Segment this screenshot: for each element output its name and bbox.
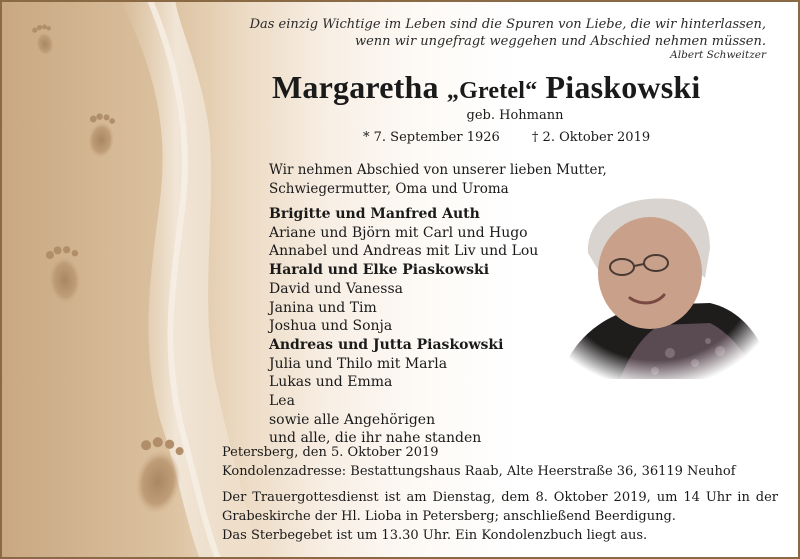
service-line-1: Der Trauergottesdienst ist am Dienstag, dem 8. Oktober 2019, um 14 Uhr in der — [222, 490, 778, 505]
quote-line-1: Das einzig Wichtige im Leben sind die Spuren von Liebe, die wir hinterlassen, — [249, 17, 766, 32]
deceased-name — [272, 68, 732, 110]
nickname: „Gretel“ — [446, 78, 538, 104]
quote-author: Albert Schweitzer — [670, 49, 766, 61]
footprint-1 — [32, 23, 56, 57]
farewell-text — [269, 161, 607, 199]
mourner-line: Brigitte und Manfred Auth — [269, 206, 480, 222]
birth-name: geb. Hohmann — [466, 108, 564, 123]
mourner-line: Janina und Tim — [269, 299, 377, 316]
service-line-3: Das Sterbegebet ist um 13.30 Uhr. Ein Kondolenzbuch liegt aus. — [222, 528, 648, 543]
footprint-3 — [45, 245, 82, 305]
death-date: † 2. Oktober 2019 — [531, 130, 651, 145]
service-line-2: Grabeskirche der Hl. Lioba in Petersberg; anschließend Beerdigung. — [222, 509, 676, 524]
mourner-line: Harald und Elke Piaskowski — [269, 262, 490, 279]
mourner-line: Ariane und Björn mit Carl und Hugo — [269, 224, 528, 241]
birth-date: * 7. September 1926 — [363, 130, 500, 145]
life-dates — [363, 130, 650, 145]
mourners-list — [269, 205, 538, 448]
service-info — [222, 488, 778, 545]
quote — [206, 16, 766, 50]
mourner-line: Lukas und Emma — [269, 374, 393, 391]
quote-line-2: wenn wir ungefragt weggehen und Abschied nehmen müssen. — [354, 34, 766, 49]
place-date: Petersberg, den 5. Oktober 2019 — [222, 445, 439, 460]
mourner-line: Lea — [269, 393, 295, 410]
mourner-line: sowie alle Angehörigen — [269, 411, 436, 428]
mourner-line: Annabel und Andreas mit Liv und Lou — [269, 243, 539, 260]
portrait-photo — [560, 193, 774, 379]
place-and-address — [222, 443, 736, 481]
condolence-address: Kondolenzadresse: Bestattungshaus Raab, Alte Heerstraße 36, 36119 Neuhof — [222, 464, 736, 479]
mourner-line: Joshua und Sonja — [269, 318, 393, 335]
last-name: Piaskowski — [545, 69, 701, 105]
first-name: Margaretha — [272, 69, 439, 105]
mourner-line: Julia und Thilo mit Marla — [269, 355, 448, 372]
farewell-line-1: Wir nehmen Abschied von unserer lieben Mutter, — [269, 162, 607, 178]
mourner-line: David und Vanessa — [269, 280, 404, 297]
farewell-line-2: Schwiegermutter, Oma und Uroma — [269, 181, 509, 197]
mourner-line: und alle, die ihr nahe standen — [269, 430, 482, 447]
mourner-line: Andreas und Jutta Piaskowski — [269, 336, 504, 353]
